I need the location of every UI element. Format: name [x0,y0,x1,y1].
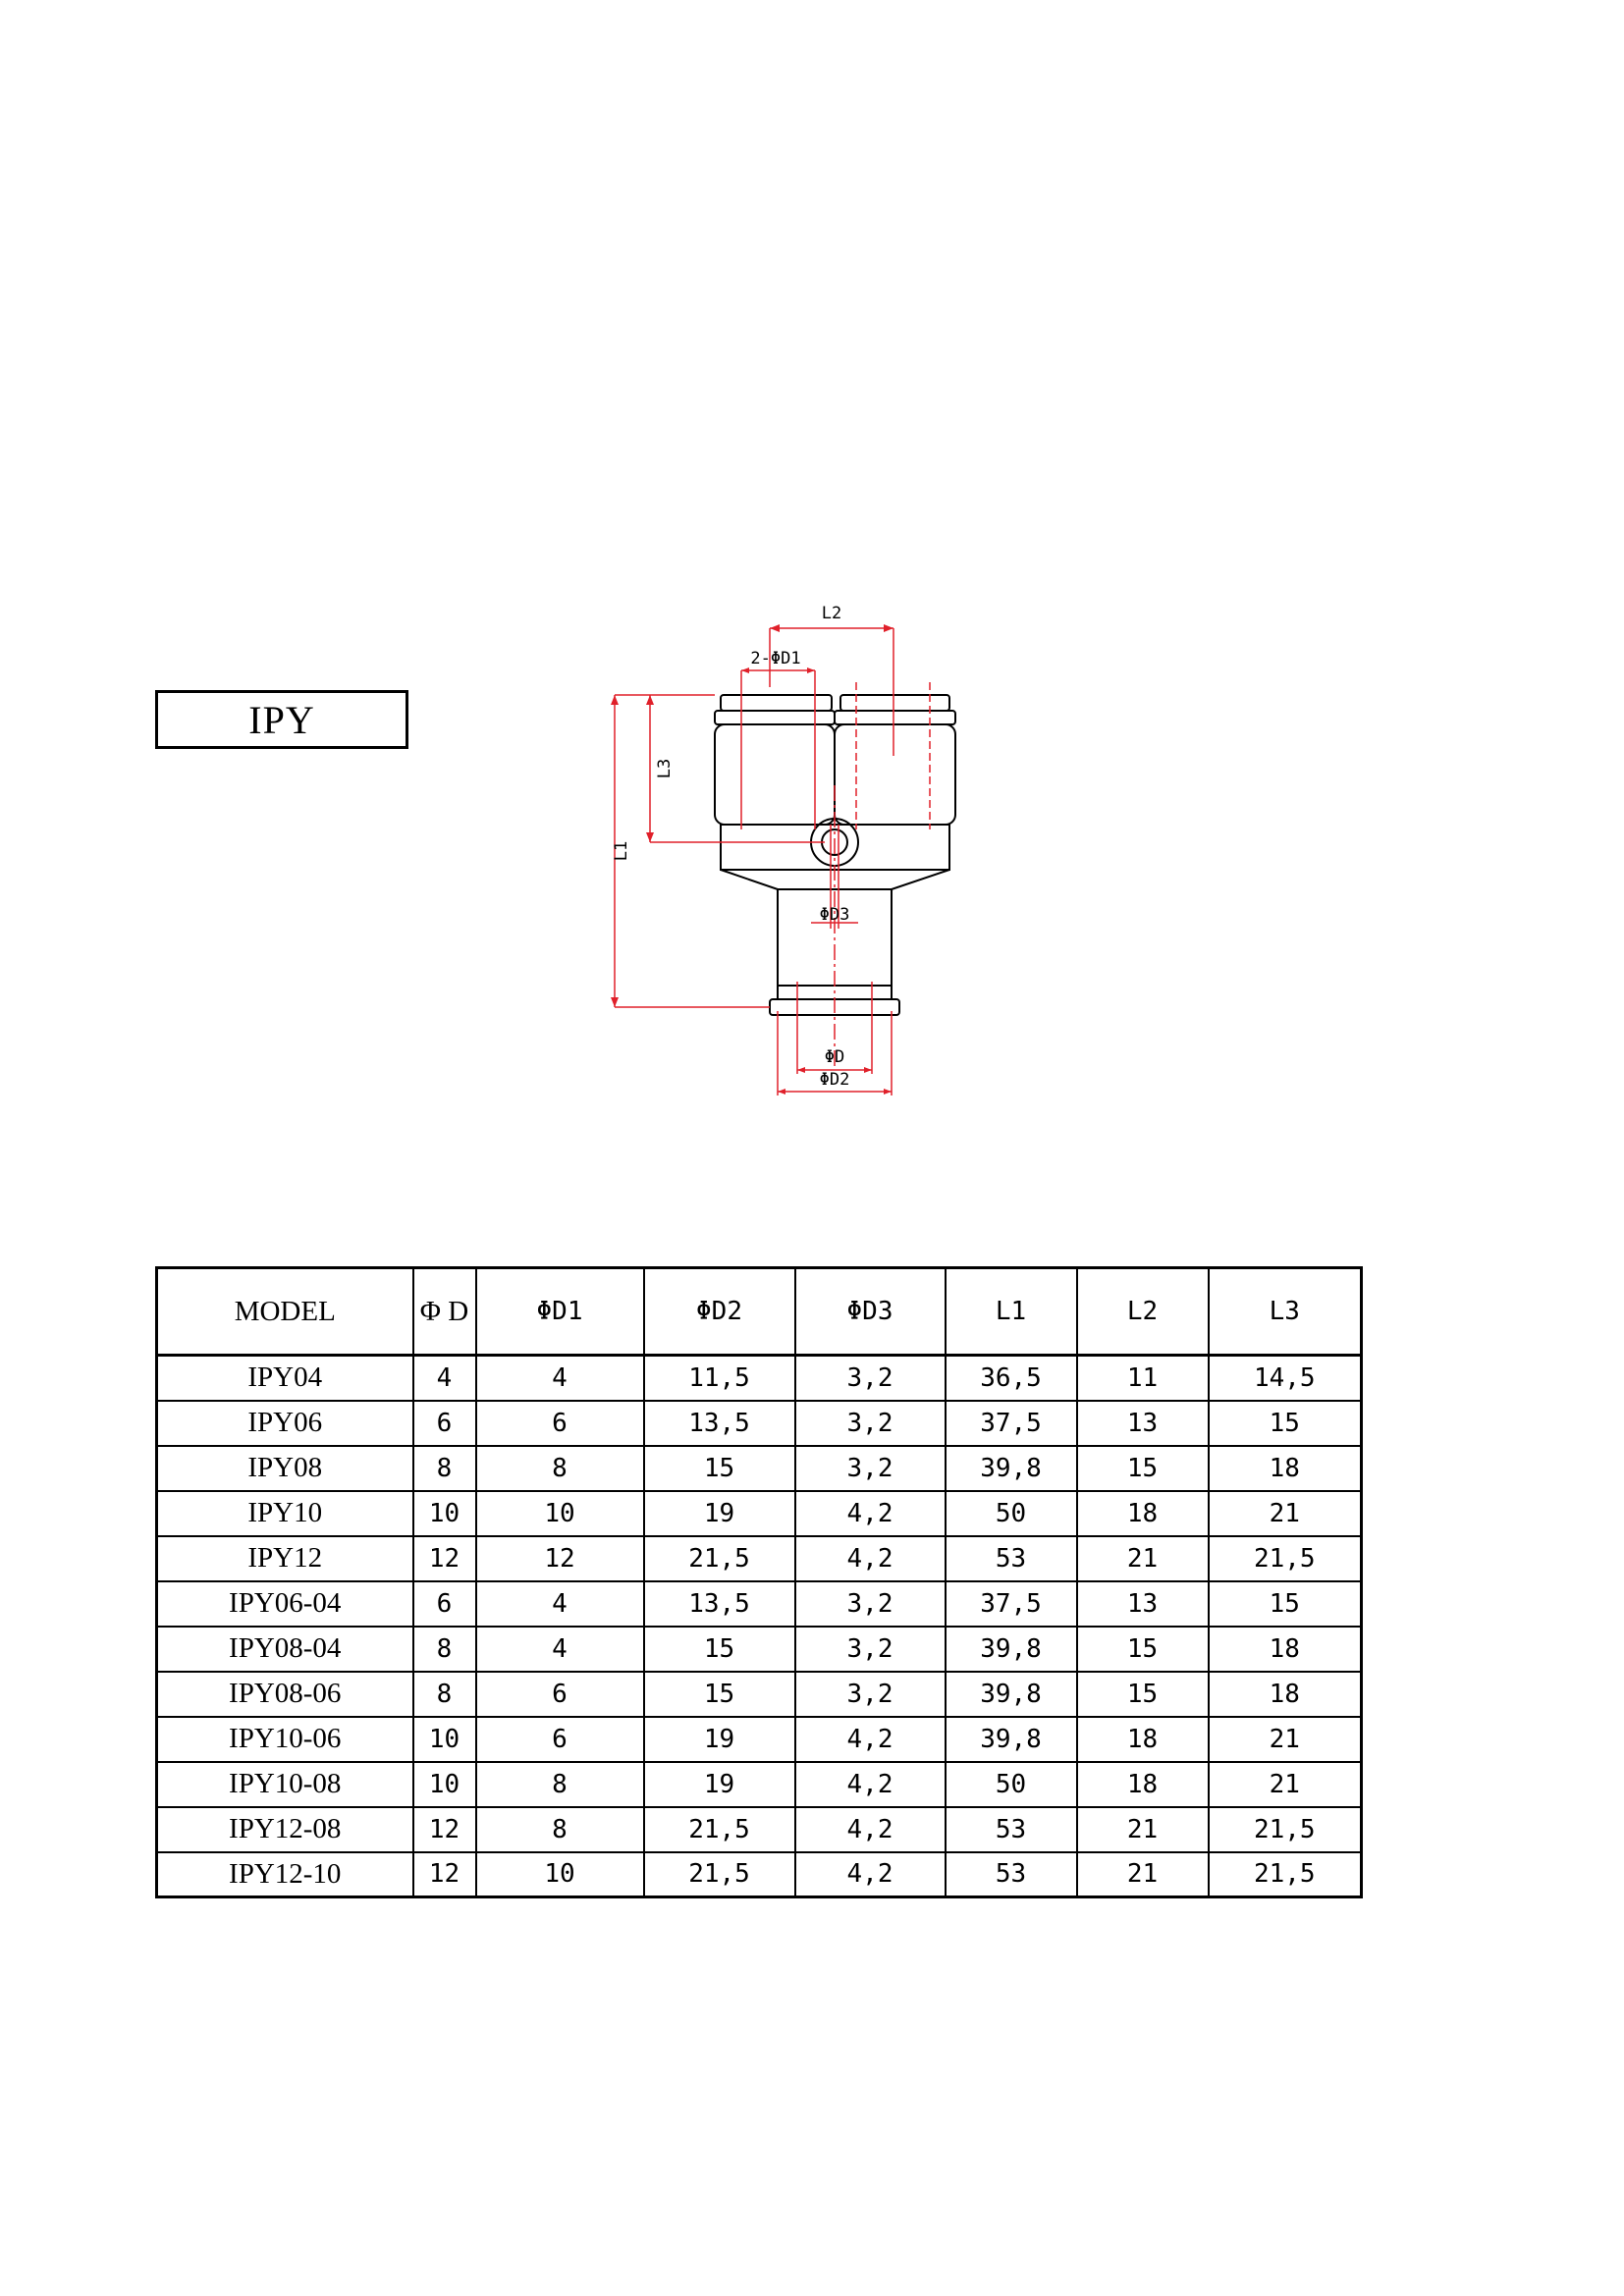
value-cell: 4,2 [795,1491,946,1536]
value-cell: 50 [946,1762,1077,1807]
value-cell: 18 [1209,1672,1362,1717]
label-l2: L2 [821,604,842,623]
value-cell: 6 [413,1581,476,1627]
value-cell: 8 [413,1672,476,1717]
value-cell: 10 [413,1491,476,1536]
table-row [157,1356,1362,1401]
value-cell: 8 [476,1446,644,1491]
value-cell: 19 [644,1762,795,1807]
table-row [157,1852,1362,1897]
value-cell: 8 [476,1762,644,1807]
value-cell: 8 [413,1446,476,1491]
model-cell: IPY12 [157,1536,413,1581]
value-cell: 15 [1077,1627,1209,1672]
model-title: IPY [155,690,408,749]
value-cell: 53 [946,1852,1077,1897]
value-cell: 4,2 [795,1536,946,1581]
value-cell: 3,2 [795,1446,946,1491]
value-cell: 6 [476,1401,644,1446]
value-cell: 18 [1077,1717,1209,1762]
value-cell: 13,5 [644,1401,795,1446]
value-cell: 12 [413,1536,476,1581]
value-cell: 12 [476,1536,644,1581]
value-cell: 15 [1077,1672,1209,1717]
value-cell: 36,5 [946,1356,1077,1401]
value-cell: 21 [1077,1852,1209,1897]
header-phi-d: Φ D [413,1268,476,1356]
value-cell: 10 [476,1852,644,1897]
fitting-outline [715,695,955,1015]
value-cell: 18 [1209,1627,1362,1672]
model-cell: IPY12-08 [157,1807,413,1852]
model-cell: IPY10-08 [157,1762,413,1807]
value-cell: 18 [1077,1762,1209,1807]
value-cell: 21 [1077,1536,1209,1581]
value-cell: 15 [644,1672,795,1717]
label-l1: L1 [612,840,631,862]
dimension-labels [612,604,849,1090]
table-row [157,1672,1362,1717]
value-cell: 39,8 [946,1446,1077,1491]
label-d2: ΦD2 [819,1070,850,1090]
header-l3: L3 [1209,1268,1362,1356]
value-cell: 3,2 [795,1627,946,1672]
header-phi-d3: ΦD3 [795,1268,946,1356]
table-row [157,1491,1362,1536]
value-cell: 21 [1209,1491,1362,1536]
value-cell: 3,2 [795,1581,946,1627]
value-cell: 4 [476,1356,644,1401]
value-cell: 12 [413,1852,476,1897]
value-cell: 21,5 [1209,1807,1362,1852]
value-cell: 21,5 [644,1852,795,1897]
value-cell: 14,5 [1209,1356,1362,1401]
label-d: ΦD [824,1047,845,1067]
value-cell: 21,5 [644,1807,795,1852]
value-cell: 13,5 [644,1581,795,1627]
header-l2: L2 [1077,1268,1209,1356]
value-cell: 13 [1077,1581,1209,1627]
value-cell: 11 [1077,1356,1209,1401]
value-cell: 19 [644,1717,795,1762]
value-cell: 21 [1209,1762,1362,1807]
label-d3: ΦD3 [819,905,850,925]
value-cell: 4 [476,1627,644,1672]
value-cell: 21 [1077,1807,1209,1852]
model-cell: IPY04 [157,1356,413,1401]
value-cell: 3,2 [795,1672,946,1717]
value-cell: 15 [1209,1581,1362,1627]
value-cell: 21 [1209,1717,1362,1762]
value-cell: 4 [476,1581,644,1627]
table-row [157,1717,1362,1762]
value-cell: 21,5 [1209,1536,1362,1581]
value-cell: 21,5 [1209,1852,1362,1897]
model-cell: IPY08-06 [157,1672,413,1717]
value-cell: 6 [476,1717,644,1762]
value-cell: 4,2 [795,1717,946,1762]
table-row [157,1536,1362,1581]
model-cell: IPY08-04 [157,1627,413,1672]
value-cell: 8 [413,1627,476,1672]
value-cell: 10 [413,1717,476,1762]
value-cell: 15 [1077,1446,1209,1491]
table-row [157,1401,1362,1446]
value-cell: 18 [1209,1446,1362,1491]
value-cell: 4 [413,1356,476,1401]
value-cell: 4,2 [795,1762,946,1807]
value-cell: 8 [476,1807,644,1852]
value-cell: 18 [1077,1491,1209,1536]
model-cell: IPY10 [157,1491,413,1536]
value-cell: 6 [413,1401,476,1446]
value-cell: 37,5 [946,1401,1077,1446]
value-cell: 10 [413,1762,476,1807]
model-cell: IPY06-04 [157,1581,413,1627]
model-cell: IPY08 [157,1446,413,1491]
value-cell: 3,2 [795,1356,946,1401]
header-phi-d2: ΦD2 [644,1268,795,1356]
value-cell: 12 [413,1807,476,1852]
table-row [157,1446,1362,1491]
value-cell: 3,2 [795,1401,946,1446]
value-cell: 50 [946,1491,1077,1536]
spec-table [155,1266,1363,1898]
value-cell: 39,8 [946,1627,1077,1672]
value-cell: 39,8 [946,1717,1077,1762]
header-row [157,1268,1362,1356]
value-cell: 15 [644,1627,795,1672]
header-phi-d1: ΦD1 [476,1268,644,1356]
value-cell: 6 [476,1672,644,1717]
value-cell: 4,2 [795,1852,946,1897]
value-cell: 53 [946,1536,1077,1581]
value-cell: 21,5 [644,1536,795,1581]
value-cell: 53 [946,1807,1077,1852]
value-cell: 19 [644,1491,795,1536]
value-cell: 13 [1077,1401,1209,1446]
value-cell: 4,2 [795,1807,946,1852]
value-cell: 15 [644,1446,795,1491]
label-l3: L3 [655,758,675,779]
table-row [157,1627,1362,1672]
table-row [157,1762,1362,1807]
model-cell: IPY10-06 [157,1717,413,1762]
value-cell: 11,5 [644,1356,795,1401]
header-l1: L1 [946,1268,1077,1356]
value-cell: 39,8 [946,1672,1077,1717]
label-d1: 2-ΦD1 [750,649,801,668]
table-row [157,1581,1362,1627]
table-row [157,1807,1362,1852]
fitting-drawing [589,589,962,1109]
value-cell: 15 [1209,1401,1362,1446]
header-model: MODEL [157,1268,413,1356]
value-cell: 10 [476,1491,644,1536]
model-cell: IPY12-10 [157,1852,413,1897]
value-cell: 37,5 [946,1581,1077,1627]
model-cell: IPY06 [157,1401,413,1446]
